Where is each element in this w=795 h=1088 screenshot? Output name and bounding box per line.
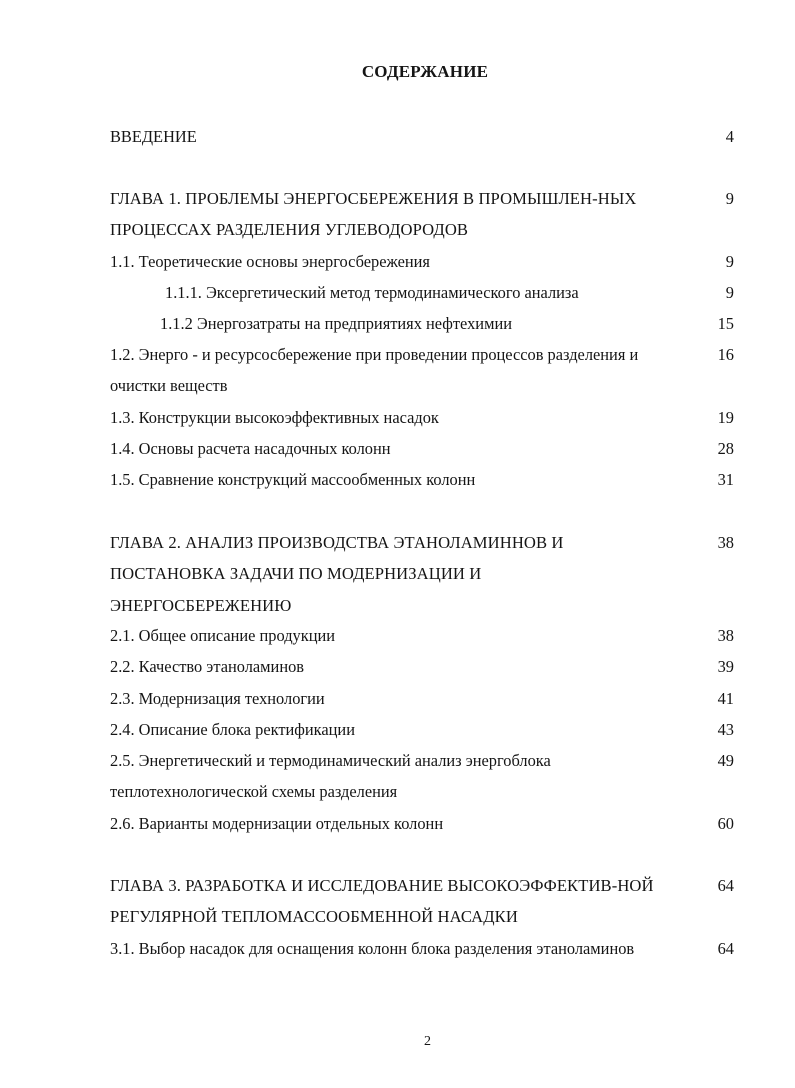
- toc-entry-text: 1.1. Теоретические основы энергосбережения: [110, 252, 430, 271]
- toc-entry-text: 1.2. Энерго - и ресурсосбережение при проведении процессов разделения и очистки веществ: [110, 345, 639, 396]
- toc-entry-1-1-2: [110, 308, 740, 339]
- toc-title: СОДЕРЖАНИЕ: [361, 62, 489, 81]
- toc-entry-text: 1.3. Конструкции высокоэффективных насадок: [110, 408, 439, 427]
- toc-entry-text: 1.4. Основы расчета насадочных колонн: [110, 439, 391, 458]
- toc-entry-text: 2.2. Качество этаноламинов: [110, 657, 305, 676]
- toc-entry-1-5: [110, 464, 740, 495]
- toc-entry-text: ГЛАВА 1. ПРОБЛЕМЫ ЭНЕРГОСБЕРЕЖЕНИЯ В ПРОМЫШЛЕН-НЫХ ПРОЦЕССАХ РАЗДЕЛЕНИЯ УГЛЕВОДОРОДОВ: [110, 189, 637, 240]
- toc-entry-introduction: [110, 121, 740, 152]
- toc-entry-page: 19: [717, 408, 734, 427]
- toc-entry-page: 9: [725, 189, 734, 208]
- toc-entry-text: 2.5. Энергетический и термодинамический анализ энергоблока теплотехнологической схемы разделения: [110, 751, 551, 802]
- toc-entry-page: 38: [717, 533, 734, 552]
- toc-entry-text: 1.1.2 Энергозатраты на предприятиях нефтехимии: [160, 314, 512, 333]
- toc-entry-chapter-3: [110, 870, 740, 933]
- toc-entry-text: 2.6. Варианты модернизации отдельных колонн: [110, 814, 444, 833]
- toc-entry-page: 41: [717, 689, 734, 708]
- toc-entry-text: ВВЕДЕНИЕ: [110, 127, 197, 146]
- toc-entry-2-3: [110, 683, 740, 714]
- toc-entry-page: 60: [717, 814, 734, 833]
- toc-entry-2-6: [110, 808, 740, 839]
- toc-entry-chapter-1: [110, 183, 740, 246]
- toc-entry-page: 64: [717, 939, 734, 958]
- toc-entry-text: 2.4. Описание блока ректификации: [110, 720, 355, 739]
- toc-entry-page: 39: [717, 657, 734, 676]
- toc-entry-text: 2.1. Общее описание продукции: [110, 626, 336, 645]
- page-number: 2: [424, 1034, 431, 1049]
- toc-entry-page: 43: [717, 720, 734, 739]
- toc-entry-page: 9: [725, 252, 734, 271]
- toc-entry-2-2: [110, 651, 740, 682]
- toc-entry-1-2: [110, 339, 740, 402]
- toc-entry-page: 49: [717, 751, 734, 770]
- toc-entry-text: 1.1.1. Эксергетический метод термодинамического анализа: [165, 283, 579, 302]
- toc-entry-text: 1.5. Сравнение конструкций массообменных колонн: [110, 470, 476, 489]
- toc-entry-page: 64: [717, 876, 734, 895]
- toc-entry-text: ГЛАВА 2. АНАЛИЗ ПРОИЗВОДСТВА ЭТАНОЛАМИННОВ И ПОСТАНОВКА ЗАДАЧИ ПО МОДЕРНИЗАЦИИ И ЭНЕРГОСБЕРЕЖЕНИЮ: [110, 533, 564, 615]
- toc-entry-1-3: [110, 402, 740, 433]
- toc-entry-1-1: [110, 246, 740, 277]
- toc-entry-text: ГЛАВА 3. РАЗРАБОТКА И ИССЛЕДОВАНИЕ ВЫСОКОЭФФЕКТИВ-НОЙ РЕГУЛЯРНОЙ ТЕПЛОМАССООБМЕННОЙ НАСАДКИ: [110, 876, 654, 927]
- toc-entry-3-1: [110, 933, 740, 964]
- toc-entry-page: 15: [717, 314, 734, 333]
- toc-entry-2-1: [110, 620, 740, 651]
- toc-entry-1-4: [110, 433, 740, 464]
- toc-entry-text: 2.3. Модернизация технологии: [110, 689, 325, 708]
- toc-entry-page: 9: [725, 283, 734, 302]
- toc-entry-2-4: [110, 714, 740, 745]
- toc-entry-2-5: [110, 745, 740, 808]
- toc-entry-chapter-2: [110, 527, 740, 621]
- toc-entry-page: 38: [717, 626, 734, 645]
- toc-entry-1-1-1: [110, 277, 740, 308]
- toc-entry-page: 28: [717, 439, 734, 458]
- toc-entry-page: 16: [717, 345, 734, 364]
- toc-entry-text: 3.1. Выбор насадок для оснащения колонн блока разделения этаноламинов: [110, 939, 635, 958]
- toc-entry-page: 4: [725, 127, 734, 146]
- toc-entry-page: 31: [717, 470, 734, 489]
